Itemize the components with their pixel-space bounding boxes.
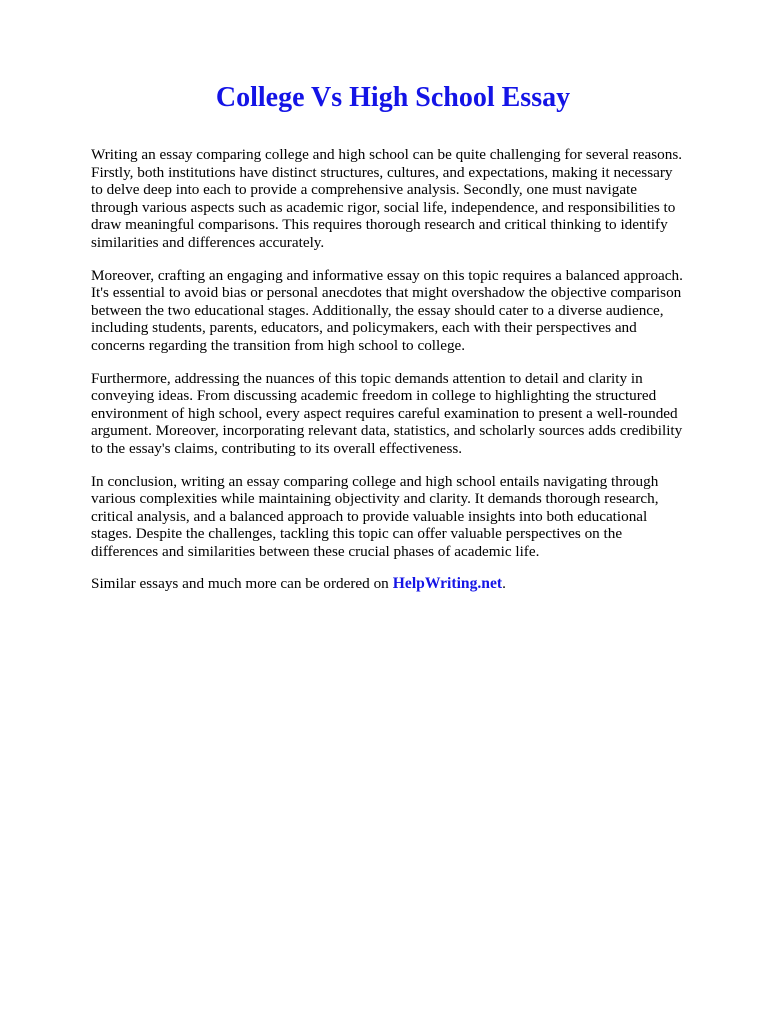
paragraph-3: Furthermore, addressing the nuances of this topic demands attention to detail and clarity in conveying ideas. From discussing academic freedom in college to highlighting the structured environment of high school, every aspect requires careful examination to present a well-rounded argument. Moreover, incorporating relevant data, statistics, and scholarly sources adds credibility to the essay's claims, contributing to its overall effectiveness. (91, 369, 683, 457)
paragraph-4: In conclusion, writing an essay comparing college and high school entails navigating through various complexities while maintaining objectivity and clarity. It demands thorough research, critical analysis, and a balanced approach to provide valuable insights into both educational stages. Despite the challenges, tackling this topic can offer valuable perspectives on the differences and similarities between these crucial phases of academic life. (91, 472, 659, 560)
paragraph-1: Writing an essay comparing college and high school can be quite challenging for several reasons. Firstly, both institutions have distinct structures, cultures, and expectations, making it necessary to delve deep into each to provide a comprehensive analysis. Secondly, one must navigate through various aspects such as academic rigor, social life, independence, and responsibilities to draw meaningful comparisons. This requires thorough research and critical thinking to identify similarities and differences accurately. (91, 146, 683, 251)
helpwriting-link[interactable]: HelpWriting.net (392, 575, 503, 593)
essay-body (91, 146, 688, 593)
closing-text: Similar essays and much more can be ordered on (91, 575, 389, 593)
page-title: College Vs High School Essay (215, 82, 571, 113)
closing-punct: . (502, 575, 506, 593)
paragraph-2: Moreover, crafting an engaging and informative essay on this topic requires a balanced approach. It's essential to avoid bias or personal anecdotes that might overshadow the objective comparison between the two educational stages. Additionally, the essay should cater to a diverse audience, including students, parents, educators, and policymakers, each with their perspectives and concerns regarding the transition from high school to college. (91, 266, 683, 354)
closing-line (91, 575, 688, 593)
